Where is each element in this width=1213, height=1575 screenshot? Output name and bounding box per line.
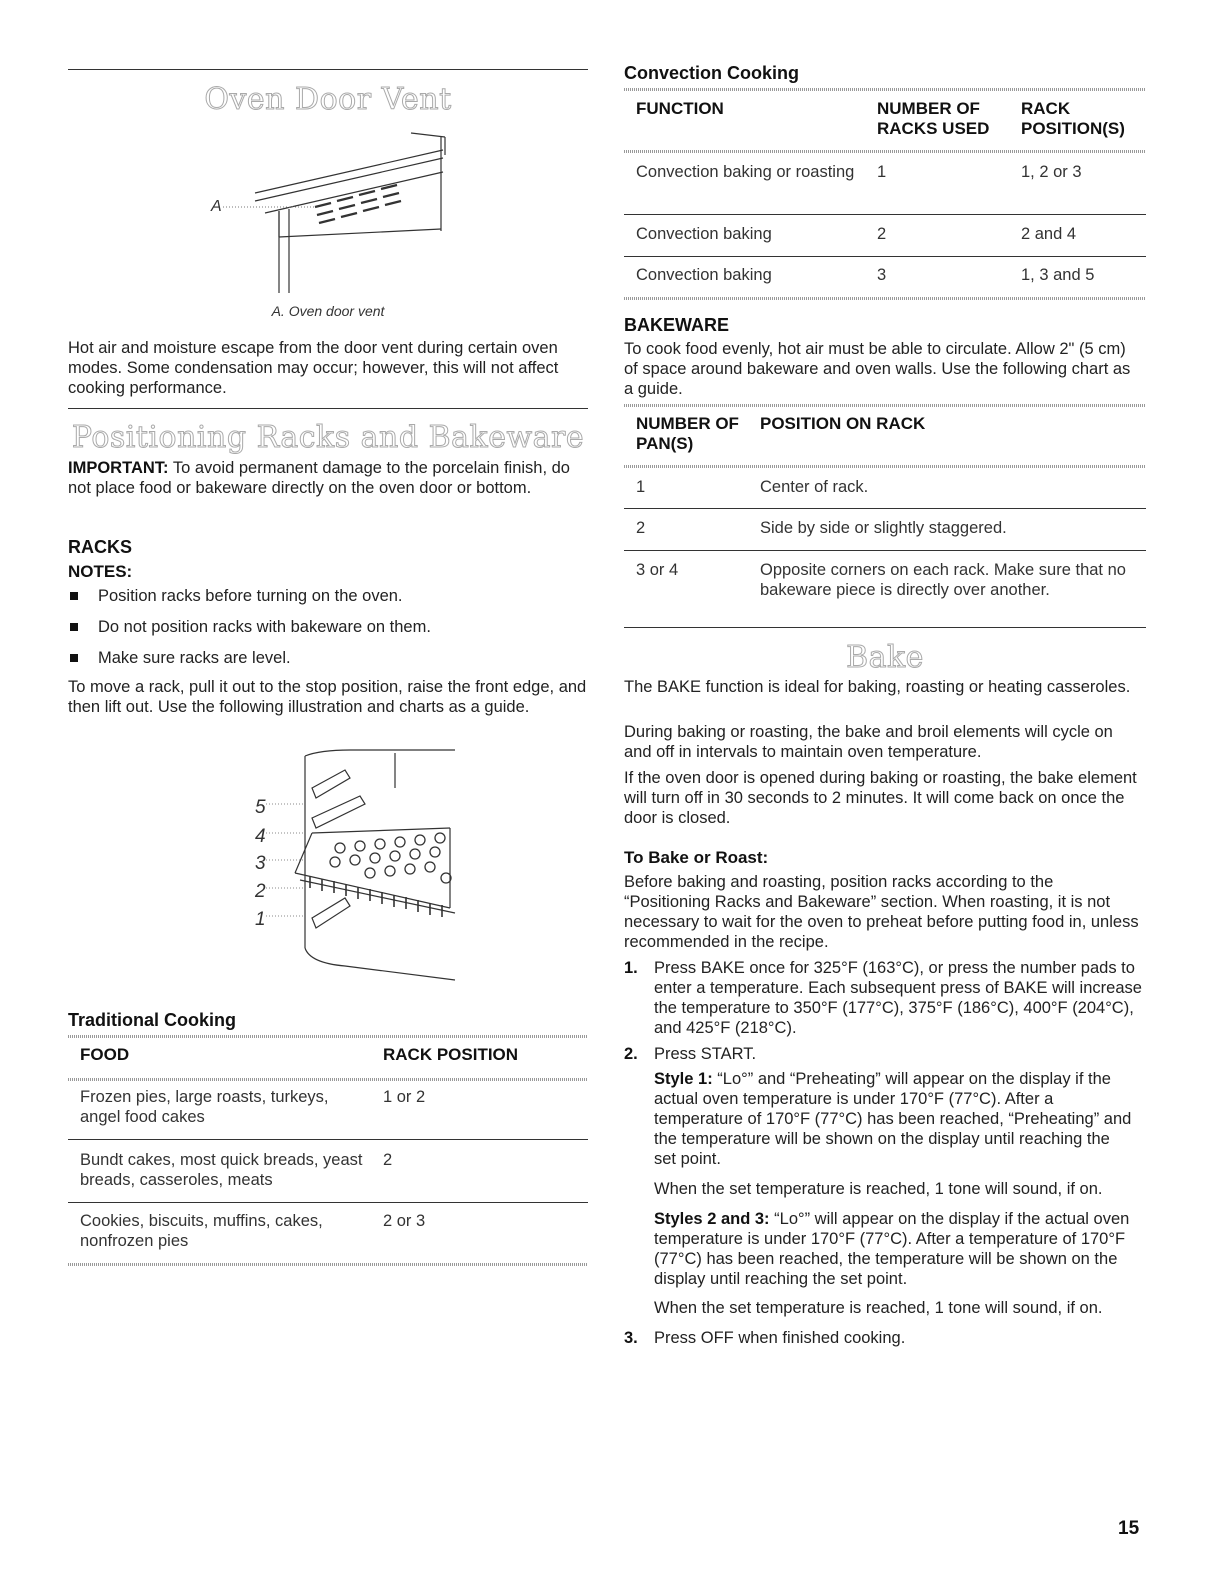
bullet — [70, 623, 78, 631]
page-number: 15 — [1118, 1518, 1140, 1539]
note-item: Position racks before turning on the oven. — [98, 587, 403, 605]
rack-number: 3 — [255, 853, 266, 874]
dotted-rule — [624, 465, 1146, 468]
styles-2-3-note — [654, 1209, 1139, 1289]
bakeware-paragraph: To cook food evenly, hot air must be able to circulate. Allow 2" (5 cm) of space around bakeware and oven walls. Use the following chart as a guide. — [624, 340, 1131, 398]
styles-2-3-text: “Lo°” will appear on the display if the actual oven temperature is under 170°F (77°C). After a temperature of 170°F (77°C) has been reached, the temperature will be shown on the display until reaching the set point. — [654, 1210, 1130, 1288]
note-item: Make sure racks are level. — [98, 649, 291, 667]
step-text: Press BAKE once for 325°F (163°C), or press the number pads to enter a temperature. Each subsequent press of BAKE will increase the temperature to 350°F (177°C), 375°F (186°C), 400°F (204°C), and 425°F (218°C). — [654, 959, 1142, 1037]
table-cell-position: 2 or 3 — [383, 1212, 426, 1230]
bakeware-heading: BAKEWARE — [624, 315, 730, 335]
move-rack-paragraph: To move a rack, pull it out to the stop position, raise the front edge, and then lift out. Use the following illustration and charts as a guide. — [68, 678, 587, 716]
oven-door-vent-title: Oven Door Vent — [204, 82, 452, 117]
note-item: Do not position racks with bakeware on them. — [98, 618, 431, 636]
table-header-number-of-pans: NUMBER OF PAN(S) — [636, 414, 739, 453]
dotted-rule — [68, 1078, 588, 1081]
racks-heading: RACKS — [68, 537, 133, 557]
step-text: Press OFF when finished cooking. — [654, 1329, 906, 1347]
rack-number: 5 — [255, 797, 266, 818]
dotted-rule — [624, 404, 1146, 407]
table-cell-number: 1 — [636, 478, 646, 496]
style-1-text: “Lo°” and “Preheating” will appear on the display if the actual oven temperature is under 170°F (77°C). After a temperature of 170°F (77°C) has been reached, “Preheating” and the temperature will be shown on the display until reaching the set point. — [654, 1070, 1132, 1168]
table-cell-function: Convection baking — [636, 225, 772, 243]
table-cell-position: 1 or 2 — [383, 1088, 426, 1106]
section-rule — [68, 408, 588, 409]
styles-2-3-tone: When the set temperature is reached, 1 tone will sound, if on. — [654, 1299, 1103, 1317]
oven-door-vent-caption: A. Oven door vent — [271, 303, 385, 319]
row-divider — [624, 550, 1146, 551]
table-header-racks-used: NUMBER OF RACKS USED — [877, 99, 990, 138]
table-cell-number: 2 — [636, 519, 646, 537]
bullet — [70, 654, 78, 662]
table-header-position-on-rack: POSITION ON RACK — [760, 414, 926, 433]
traditional-cooking-title: Traditional Cooking — [68, 1010, 237, 1030]
table-cell-position: Opposite corners on each rack. Make sure that no bakeware piece is directly over another. — [760, 561, 1126, 599]
dotted-rule — [624, 297, 1146, 300]
row-divider — [624, 508, 1146, 509]
table-cell-position: Side by side or slightly staggered. — [760, 519, 1007, 537]
table-cell-function: Convection baking or roasting — [636, 163, 855, 181]
table-cell-positions: 1, 3 and 5 — [1021, 266, 1095, 284]
bake-paragraph: During baking or roasting, the bake and broil elements will cycle on and off in intervals to maintain oven temperature. — [624, 723, 1113, 761]
notes-heading: NOTES: — [68, 562, 133, 581]
table-cell-positions: 1, 2 or 3 — [1021, 163, 1082, 181]
table-cell-position: Center of rack. — [760, 478, 869, 496]
convection-cooking-title: Convection Cooking — [624, 63, 799, 83]
dotted-rule — [68, 1035, 588, 1038]
rack-positions-illustration — [250, 748, 460, 983]
important-note — [68, 458, 588, 498]
table-header-function: FUNCTION — [636, 99, 724, 118]
row-divider — [624, 256, 1146, 257]
dotted-rule — [624, 88, 1146, 91]
bake-paragraph: If the oven door is opened during baking or roasting, the bake element will turn off in 30 seconds to 2 minutes. It will come back on once the door is closed. — [624, 769, 1137, 827]
rack-number: 2 — [255, 881, 266, 902]
table-header-rack-position: RACK POSITION — [383, 1045, 519, 1064]
rack-number: 1 — [255, 909, 266, 930]
oven-door-vent-illustration — [205, 125, 455, 295]
step-number: 1. — [624, 959, 638, 977]
styles-2-3-label: Styles 2 and 3: — [654, 1210, 770, 1228]
step-text: Press START. — [654, 1045, 757, 1063]
step-number: 3. — [624, 1329, 638, 1347]
step-number: 2. — [624, 1045, 638, 1063]
important-text: To avoid permanent damage to the porcelain finish, do not place food or bakeware directly on the oven door or bottom. — [68, 459, 570, 497]
table-cell-number: 3 or 4 — [636, 561, 679, 579]
table-cell-racks: 1 — [877, 163, 887, 181]
positioning-racks-title: Positioning Racks and Bakeware — [71, 420, 585, 455]
oven-door-vent-paragraph: Hot air and moisture escape from the door vent during certain oven modes. Some condensation may occur; however, this will not affect cooking performance. — [68, 339, 559, 397]
bullet — [70, 592, 78, 600]
row-divider — [624, 214, 1146, 215]
row-divider — [68, 1202, 588, 1203]
section-rule — [624, 627, 1146, 628]
table-cell-positions: 2 and 4 — [1021, 225, 1077, 243]
table-cell-racks: 2 — [877, 225, 887, 243]
style-1-label: Style 1: — [654, 1070, 713, 1088]
bake-paragraph: The BAKE function is ideal for baking, roasting or heating casseroles. — [624, 678, 1131, 696]
to-bake-heading: To Bake or Roast: — [624, 848, 769, 867]
to-bake-paragraph: Before baking and roasting, position racks according to the “Positioning Racks and Bakeware” section. When roasting, it is not necessary to wait for the oven to preheat before putting food in, unless recommended in the recipe. — [624, 873, 1139, 951]
dotted-rule — [624, 150, 1146, 153]
table-cell-racks: 3 — [877, 266, 887, 284]
table-cell-food: Bundt cakes, most quick breads, yeast breads, casseroles, meats — [80, 1151, 363, 1189]
section-rule — [68, 69, 588, 70]
bake-title: Bake — [846, 640, 924, 675]
dotted-rule — [68, 1263, 588, 1266]
table-cell-position: 2 — [383, 1151, 393, 1169]
rack-number: 4 — [255, 826, 266, 847]
style-1-tone: When the set temperature is reached, 1 tone will sound, if on. — [654, 1180, 1103, 1198]
important-label: IMPORTANT: — [68, 459, 169, 477]
table-header-food: FOOD — [80, 1045, 130, 1064]
callout-letter: A — [211, 198, 222, 215]
table-cell-food: Frozen pies, large roasts, turkeys, angel food cakes — [80, 1088, 329, 1126]
table-cell-food: Cookies, biscuits, muffins, cakes, nonfrozen pies — [80, 1212, 323, 1250]
table-cell-function: Convection baking — [636, 266, 772, 284]
style-1-note — [654, 1069, 1134, 1169]
table-header-rack-positions: RACK POSITION(S) — [1021, 99, 1125, 138]
row-divider — [68, 1139, 588, 1140]
